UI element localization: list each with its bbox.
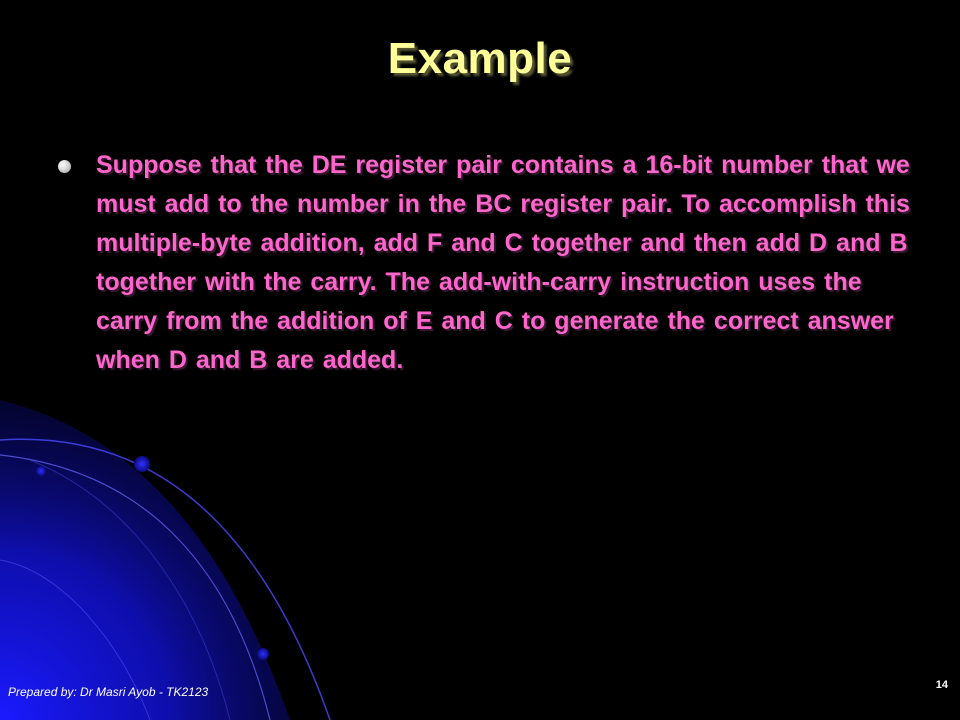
decor-dot-3 bbox=[257, 648, 269, 660]
bullet-dot-icon bbox=[58, 160, 71, 173]
slide-body bbox=[58, 146, 928, 380]
bullet-item bbox=[58, 146, 928, 380]
slide-title: Example bbox=[387, 34, 573, 83]
decor-dot-2 bbox=[36, 466, 46, 476]
footer-credit: Prepared by: Dr Masri Ayob - TK2123 bbox=[8, 685, 209, 699]
blue-glow-shape bbox=[0, 400, 290, 720]
decor-dot-1 bbox=[134, 456, 150, 472]
bullet-text: Suppose that the DE register pair contains a 16-bit number that we must add to the number in the BC register pair. To accomplish this multiple-byte addition, add F and C together and then add D and B together with the carry. The add-with-carry instruction uses the carry from the addition of E and C to generate the correct answer when D and B are added. bbox=[96, 151, 910, 374]
page-number: 14 bbox=[935, 679, 948, 691]
